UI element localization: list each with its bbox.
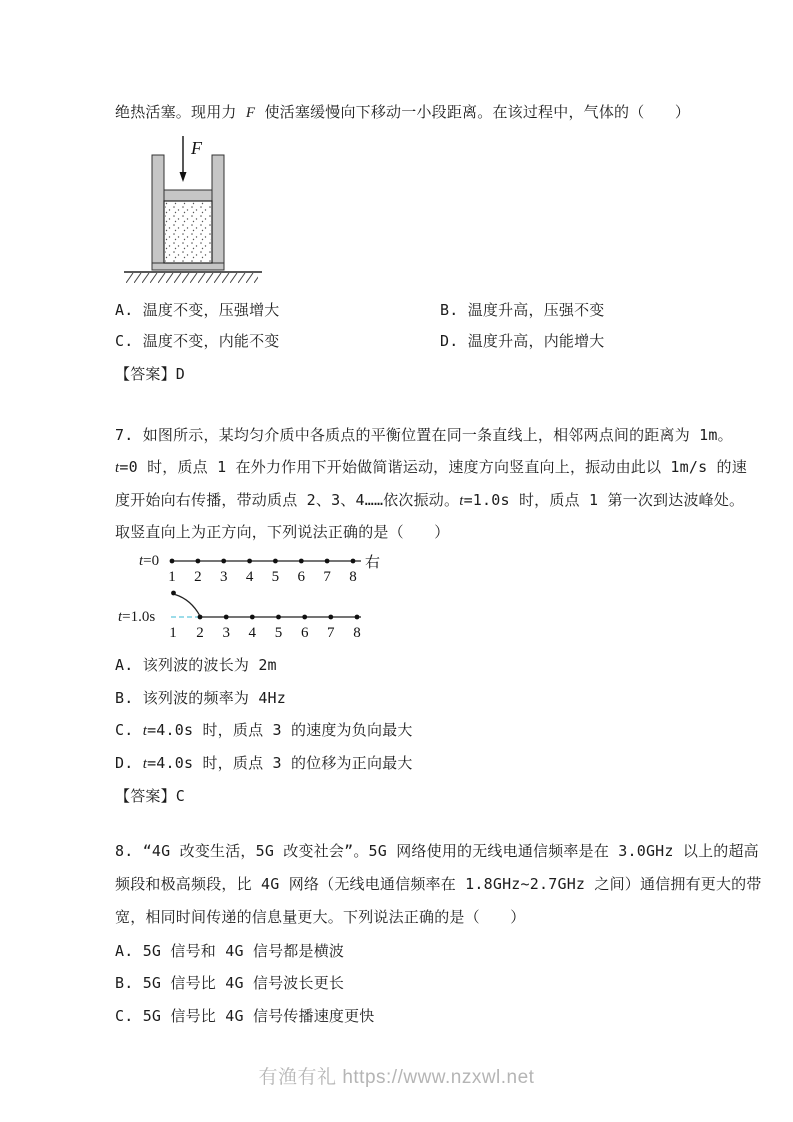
q7-option-d: D. t=4.0s 时，质点 3 的位移为正向最大 xyxy=(115,754,413,772)
q6-option-a: A. 温度不变，压强增大 xyxy=(115,301,280,319)
q8-option-c: C. 5G 信号比 4G 信号传播速度更快 xyxy=(115,1007,375,1025)
svg-text:1: 1 xyxy=(168,569,176,585)
svg-text:5: 5 xyxy=(271,569,280,585)
wave-row-t1 xyxy=(169,591,361,641)
q8-stem-line-3: 宽，相同时间传递的信息量更大。下列说法正确的是（ ） xyxy=(115,908,526,926)
q7-answer: 【答案】C xyxy=(115,787,186,805)
svg-text:4: 4 xyxy=(248,625,257,641)
svg-text:3: 3 xyxy=(219,569,228,585)
q7-stem-line-4: 取竖直向上为正方向，下列说法正确的是（ ） xyxy=(115,523,450,541)
q8-option-a: A. 5G 信号和 4G 信号都是横波 xyxy=(115,942,345,960)
q6-option-c: C. 温度不变，内能不变 xyxy=(115,332,280,350)
q7-stem-line-2: t=0 时，质点 1 在外力作用下开始做简谐运动，速度方向竖直向上，振动由此以 1m/s 的速 xyxy=(115,458,747,476)
piston xyxy=(164,190,212,201)
diagram-t1-label: t=1.0s xyxy=(118,609,156,625)
q8-stem-line-2: 频段和极高频段，比 4G 网络（无线电通信频率在 1.8GHz~2.7GHz 之间）通信拥有更大的带 xyxy=(115,875,762,893)
svg-text:6: 6 xyxy=(297,569,306,585)
q6-option-d: D. 温度升高，内能增大 xyxy=(440,332,605,350)
q7-option-b: B. 该列波的频率为 4Hz xyxy=(115,689,287,707)
diagram-t0-label: t=0 xyxy=(139,553,160,569)
wave-row-t0 xyxy=(168,553,380,585)
svg-text:1: 1 xyxy=(169,625,177,641)
svg-text:2: 2 xyxy=(194,569,202,585)
svg-text:7: 7 xyxy=(323,569,331,585)
q7-stem-line-1: 7. 如图所示，某均匀介质中各质点的平衡位置在同一条直线上，相邻两点间的距离为 1m。 xyxy=(115,426,733,444)
q8-option-b: B. 5G 信号比 4G 信号波长更长 xyxy=(115,974,345,992)
q7-option-c: C. t=4.0s 时，质点 3 的速度为负向最大 xyxy=(115,721,413,739)
wavefront-curve xyxy=(175,595,200,617)
force-arrow xyxy=(180,136,187,182)
svg-text:8: 8 xyxy=(353,625,361,641)
q8-stem-line-1: 8. “4G 改变生活，5G 改变社会”。5G 网络使用的无线电通信频率是在 3.0GHz 以上的超高 xyxy=(115,842,759,860)
watermark-footer: 有渔有礼 https://www.nzxwl.net xyxy=(258,1067,535,1088)
svg-text:5: 5 xyxy=(274,625,283,641)
gas-stipple xyxy=(165,202,211,262)
ground xyxy=(124,272,262,283)
direction-right-label: 右 xyxy=(365,553,381,571)
svg-text:6: 6 xyxy=(300,625,309,641)
q6-option-b: B. 温度升高，压强不变 xyxy=(440,301,605,319)
q7-stem-line-3: 度开始向右传播，带动质点 2、3、4……依次振动。t=1.0s 时，质点 1 第一次到达波峰处。 xyxy=(115,491,745,509)
svg-text:7: 7 xyxy=(327,625,335,641)
q6-stem-line: 绝热活塞。现用力 F 使活塞缓慢向下移动一小段距离。在该过程中，气体的（ ） xyxy=(115,103,691,121)
q6-answer: 【答案】D xyxy=(115,365,186,383)
piston-cylinder-figure xyxy=(118,133,268,295)
svg-text:4: 4 xyxy=(245,569,254,585)
svg-text:2: 2 xyxy=(196,625,204,641)
svg-text:3: 3 xyxy=(222,625,230,641)
force-label: F xyxy=(191,138,202,158)
svg-text:8: 8 xyxy=(349,569,357,585)
q7-option-a: A. 该列波的波长为 2m xyxy=(115,656,277,674)
